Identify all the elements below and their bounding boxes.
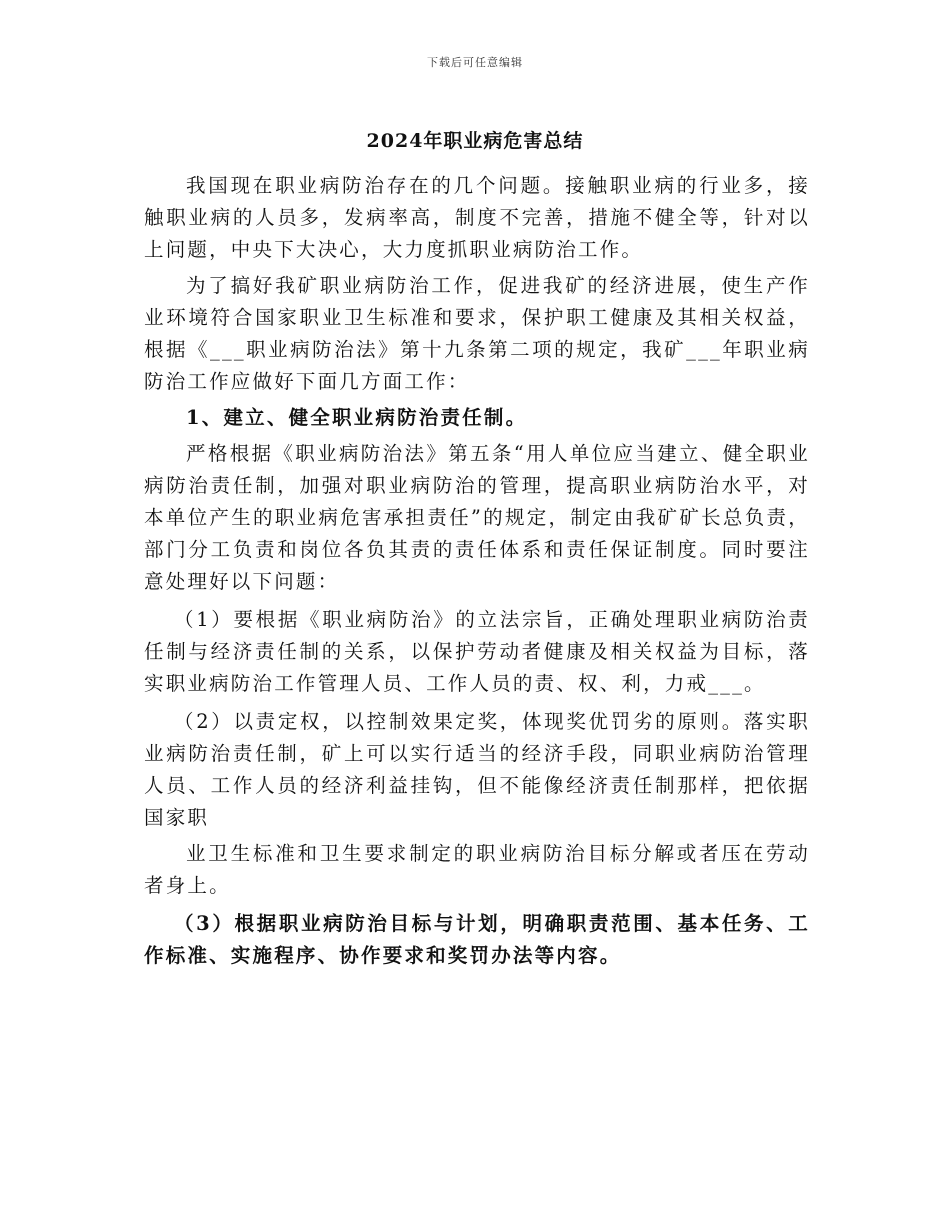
list-item-3: （3）根据职业病防治目标与计划，明确职责范围、基本任务、工作标准、实施程序、协作要求和奖罚办法等内容。 [144,912,810,967]
section-heading-1: 1、建立、健全职业病防治责任制。 [186,406,528,429]
paragraph-intro: 我国现在职业病防治存在的几个问题。接触职业病的行业多，接触职业病的人员多，发病率高，制度不完善，措施不健全等，针对以上问题，中央下大决心，大力度抓职业病防治工作。 [144,174,810,261]
list-item-2-continued: 业卫生标准和卫生要求制定的职业病防治目标分解或者压在劳动者身上。 [144,842,810,897]
header-note: 下载后可任意编辑 [427,56,523,69]
list-item-2: （2）以责定权，以控制效果定奖，体现奖优罚劣的原则。落实职业病防治责任制，矿上可以实行适当的经济手段，同职业病防治管理人员、工作人员的经济利益挂钩，但不能像经济责任制那样，把依据国家职 [144,710,810,829]
paragraph-responsibility: 严格根据《职业病防治法》第五条“用人单位应当建立、健全职业病防治责任制，加强对职业病防治的管理，提高职业病防治水平，对本单位产生的职业病危害承担责任”的规定，制定由我矿矿长总负责，部门分工负责和岗位各负其责的责任体系和责任保证制度。同时要注意处理好以下问题： [144,442,810,593]
list-item-1: （1）要根据《职业病防治》的立法宗旨，正确处理职业病防治责任制与经济责任制的关系，以保护劳动者健康及相关权益为目标，落实职业病防治工作管理人员、工作人员的责、权、利，力戒___。 [144,608,810,695]
document-title: 2024年职业病危害总结 [366,130,584,152]
paragraph-purpose: 为了搞好我矿职业病防治工作，促进我矿的经济进展，使生产作业环境符合国家职业卫生标准和要求，保护职工健康及其相关权益，根据《___职业病防治法》第十九条第二项的规定，我矿___年职业病防治工作应做好下面几方面工作： [144,274,810,393]
document-body [144,170,810,972]
